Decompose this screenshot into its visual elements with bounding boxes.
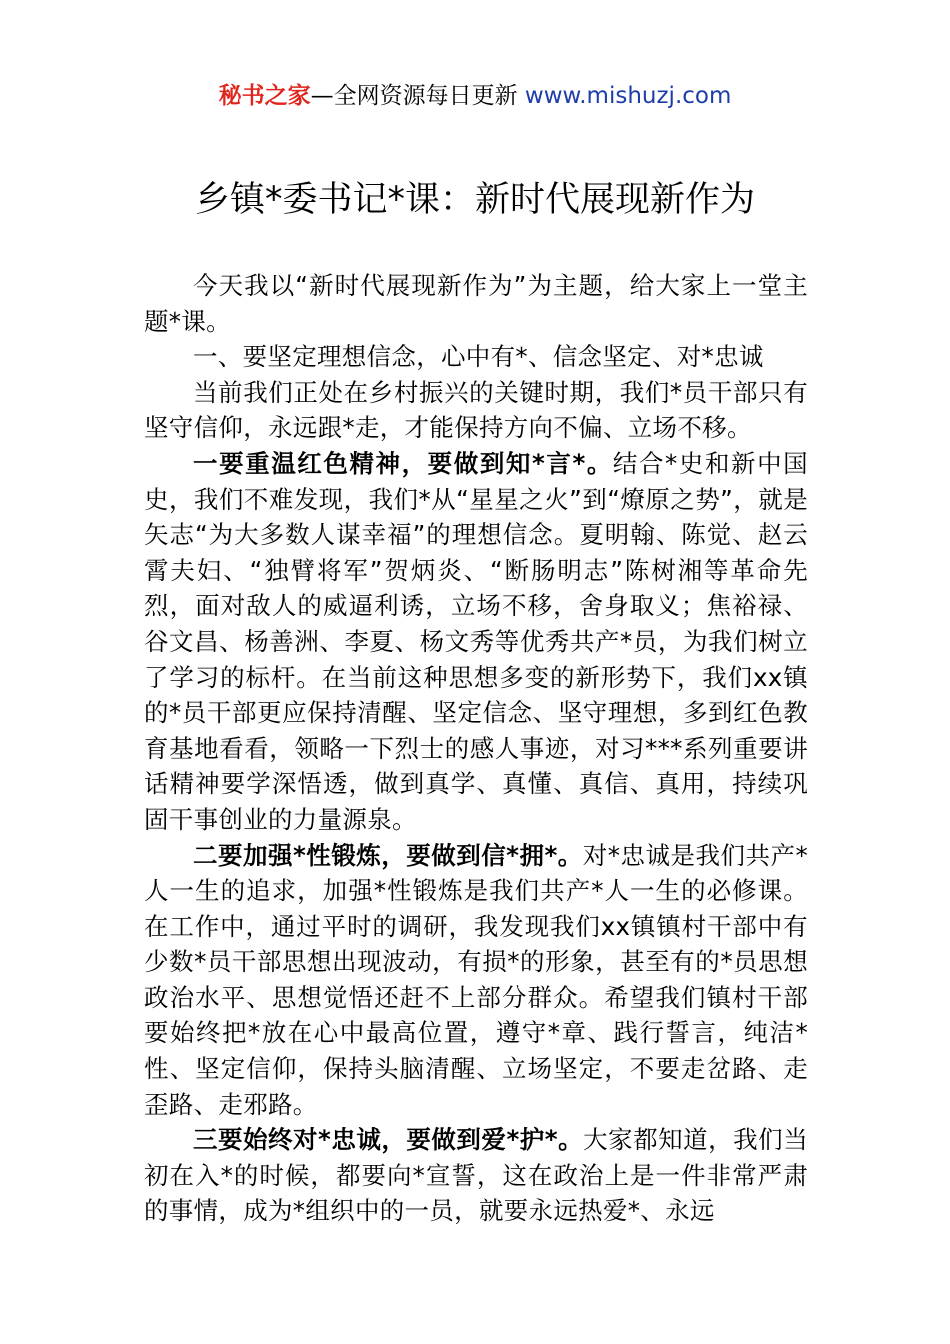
paragraph [144, 446, 808, 838]
paragraph-text: 结合*史和新中国史，我们不难发现，我们*从“星星之火”到“燎原之势”，就是矢志“为大多数人谋幸福”的理想信念。夏明翰、陈觉、赵云霄夫妇、“独臂将军”贺炳炎、“断肠明志”陈树湘等革命先烈，面对敌人的威逼利诱，立场不移，舍身取义；焦裕禄、谷文昌、杨善洲、李夏、杨文秀等优秀共产*员，为我们树立了学习的标杆。在当前这种思想多变的新形势下，我们xx镇的*员干部更应保持清醒、坚定信念、坚守理想，多到红色教育基地看看，领略一下烈士的感人事迹，对习***系列重要讲话精神要学深悟透，做到真学、真懂、真信、真用，持续巩固干事创业的力量源泉。 [144, 448, 808, 834]
site-url-link[interactable]: www.mishuzj.com [524, 83, 732, 109]
site-tagline: —全网资源每日更新 [310, 83, 525, 109]
paragraph-lead: 一要重温红色精神，要做到知*言*。 [193, 448, 613, 478]
paragraph-text: 大家都知道，我们当初在入*的时候，都要向*宣誓，这在政治上是一件非常严肃的事情，成为*组织中的一员，就要永远热爱*、永远 [144, 1125, 808, 1226]
paragraph-text: 当前我们正处在乡村振兴的关键时期，我们*员干部只有坚守信仰，永远跟*走，才能保持方向不偏、立场不移。 [144, 377, 808, 443]
paragraph-text: 对*忠诚是我们共产*人一生的追求，加强*性锻炼是我们共产*人一生的必修课。在工作中，通过平时的调研，我发现我们xx镇镇村干部中有少数*员干部思想出现波动，有损*的形象，甚至有的*员思想政治水平、思想觉悟还赶不上部分群众。希望我们镇村干部要始终把*放在心中最高位置，遵守*章、践行誓言，纯洁*性、坚定信仰，保持头脑清醒、立场坚定，不要走岔路、走歪路、走邪路。 [144, 840, 808, 1119]
paragraph-text: 今天我以“新时代展现新作为”为主题，给大家上一堂主题*课。 [144, 271, 808, 336]
section-heading-text: 一、要坚定理想信念，心中有*、信念坚定、对*忠诚 [193, 342, 764, 372]
section-heading [144, 339, 808, 375]
paragraph [144, 375, 808, 446]
paragraph-lead: 二要加强*性锻炼，要做到信*拥*。 [193, 840, 583, 870]
document-title: 乡镇*委书记*课：新时代展现新作为 [194, 180, 755, 220]
document-body [144, 268, 808, 1229]
site-header [0, 80, 950, 112]
paragraph-intro [144, 268, 808, 339]
paragraph [144, 1122, 808, 1229]
paragraph [144, 838, 808, 1123]
site-brand: 秘书之家 [218, 83, 311, 109]
paragraph-lead: 三要始终对*忠诚，要做到爱*护*。 [193, 1125, 584, 1155]
